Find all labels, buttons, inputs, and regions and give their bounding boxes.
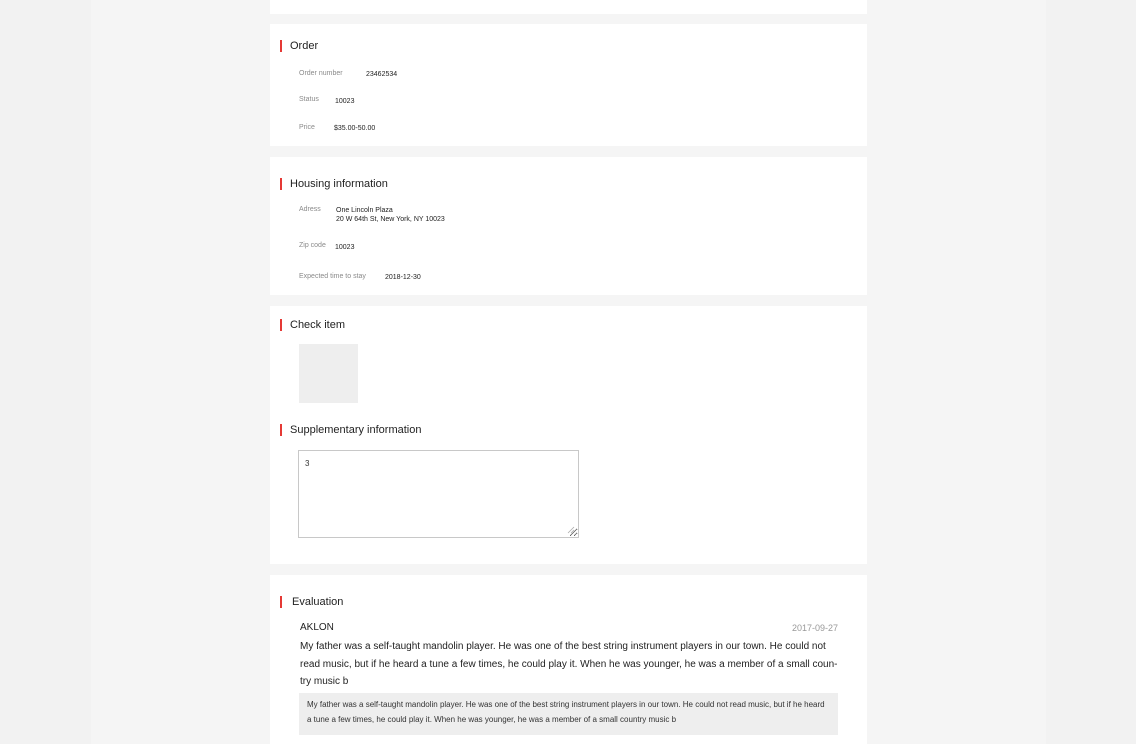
order-number-label: Order number	[299, 70, 343, 77]
check-card	[270, 306, 867, 564]
evaluation-comment: My father was a self-taught mandolin player. He was one of the best string instrument players in our town. He could not read music, but if he heard a tune a few times, he could play it. When he was younger, he was a member of a small coun-try music b	[300, 641, 838, 687]
housing-card	[270, 157, 867, 295]
status-value: 10023	[335, 98, 355, 105]
order-number-value: 23462534	[366, 71, 398, 78]
price-value: $35.00-50.00	[334, 125, 376, 132]
stay-label: Expected time to stay	[299, 273, 366, 280]
price-label: Price	[299, 124, 315, 131]
evaluation-section-title: Evaluation	[280, 596, 343, 608]
address-label: Adress	[299, 206, 321, 213]
top-card	[270, 0, 867, 14]
evaluation-reply: My father was a self-taught mandolin player. He was one of the best string instrument players in our town. He could not read music, but if he heard a tune a few times, he could play it. When he was younger, he was a member of a small country music b	[299, 693, 838, 735]
supplementary-textarea[interactable]	[298, 450, 579, 538]
address-line2: 20 W 64th St, New York, NY 10023	[336, 216, 445, 223]
supplementary-section-title: Supplementary information	[280, 424, 421, 436]
evaluation-date: 2017-09-27	[791, 623, 838, 633]
status-label: Status	[299, 96, 319, 103]
evaluation-username: AKLON	[300, 622, 334, 633]
resize-handle-icon[interactable]	[567, 526, 575, 534]
stay-value: 2018-12-30	[385, 274, 421, 281]
check-section-title: Check item	[280, 319, 345, 331]
evaluation-card	[270, 575, 867, 744]
order-section-title: Order	[280, 40, 318, 52]
housing-section-title: Housing information	[280, 178, 388, 190]
check-item-thumbnail[interactable]	[299, 344, 358, 403]
zip-label: Zip code	[299, 242, 326, 249]
order-card	[270, 24, 867, 146]
page-background	[91, 0, 1046, 744]
zip-value: 10023	[335, 244, 355, 251]
address-line1: One Lincoln Plaza	[336, 207, 393, 214]
